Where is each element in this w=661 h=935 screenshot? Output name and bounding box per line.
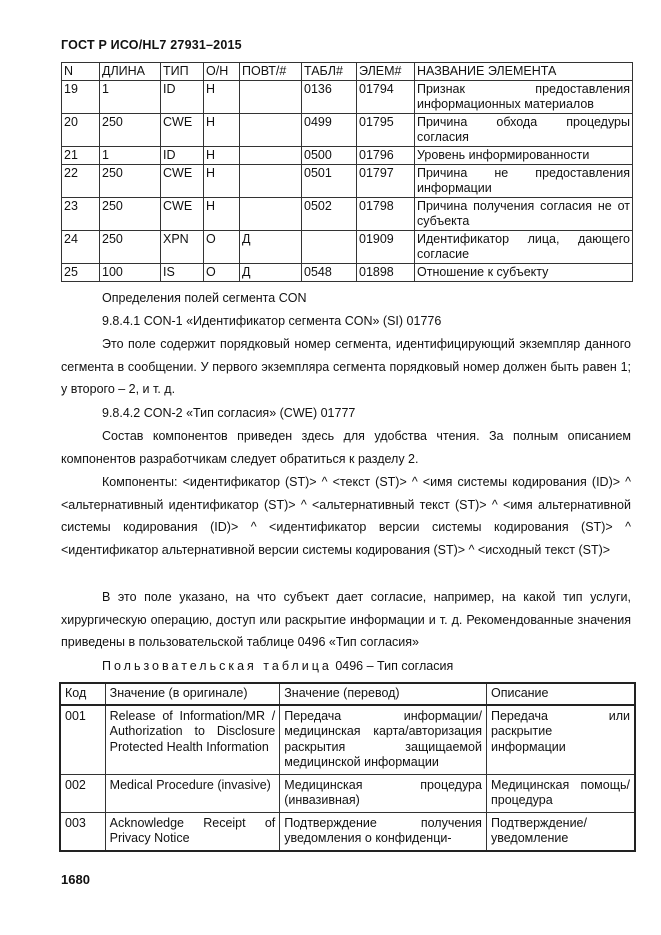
- table-row: [60, 812, 635, 851]
- cell-code: 003: [60, 812, 105, 851]
- cell-name: Причина получения согласия не от субъекта: [415, 198, 633, 231]
- cell-opt: Н: [204, 114, 240, 147]
- cell-description: Передача или раскрытие информации: [486, 705, 635, 775]
- document-header: ГОСТ Р ИСО/HL7 27931–2015: [61, 38, 242, 52]
- segment-fields-table: [61, 62, 633, 282]
- cell-repeat: [240, 198, 302, 231]
- cell-opt: О: [204, 231, 240, 264]
- cell-type: ID: [161, 147, 204, 165]
- paragraph: В это поле указано, на что субъект дает согласие, например, на какой тип услуги, хирургическую операцию, доступ или раскрытие информации и т. д. Рекомендованные значения приведены в пользовательской таблице 0496 «Тип согласия»: [61, 590, 631, 650]
- caption-title: – Тип согласия: [366, 659, 454, 673]
- column-header: ПОВТ/#: [240, 63, 302, 81]
- cell-length: 250: [100, 198, 161, 231]
- cell-code: 002: [60, 774, 105, 812]
- cell-opt: О: [204, 264, 240, 282]
- cell-length: 250: [100, 114, 161, 147]
- cell-seq: 19: [62, 81, 100, 114]
- cell-repeat: [240, 81, 302, 114]
- consent-type-table: [59, 682, 636, 852]
- table-row: [60, 774, 635, 812]
- cell-original: Medical Procedure (invasive): [105, 774, 280, 812]
- cell-table: 0499: [302, 114, 357, 147]
- cell-type: IS: [161, 264, 204, 282]
- cell-seq: 22: [62, 165, 100, 198]
- cell-element: 01798: [357, 198, 415, 231]
- column-header: ТИП: [161, 63, 204, 81]
- cell-type: CWE: [161, 198, 204, 231]
- cell-repeat: Д: [240, 264, 302, 282]
- cell-table: 0502: [302, 198, 357, 231]
- cell-repeat: [240, 147, 302, 165]
- subsection-heading: 9.8.4.1 CON-1 «Идентификатор сегмента CON» (SI) 01776: [102, 314, 442, 328]
- cell-name: Причина обхода процедуры согласия: [415, 114, 633, 147]
- cell-element: 01796: [357, 147, 415, 165]
- cell-table: 0501: [302, 165, 357, 198]
- cell-type: CWE: [161, 114, 204, 147]
- table-row: [62, 264, 633, 282]
- caption-number: 0496: [335, 659, 364, 673]
- cell-length: 250: [100, 231, 161, 264]
- cell-opt: Н: [204, 165, 240, 198]
- table-caption: [61, 655, 631, 678]
- table-row: [62, 198, 633, 231]
- cell-type: ID: [161, 81, 204, 114]
- cell-seq: 25: [62, 264, 100, 282]
- column-header: О/Н: [204, 63, 240, 81]
- cell-element: 01794: [357, 81, 415, 114]
- cell-repeat: [240, 114, 302, 147]
- cell-name: Уровень информированности: [415, 147, 633, 165]
- cell-name: Отношение к субъекту: [415, 264, 633, 282]
- section-intro: Определения полей сегмента CON: [102, 291, 307, 305]
- cell-length: 250: [100, 165, 161, 198]
- table-row: [62, 81, 633, 114]
- column-header: Значение (в оригинале): [105, 683, 280, 705]
- cell-seq: 21: [62, 147, 100, 165]
- page-number: 1680: [61, 872, 90, 887]
- cell-element: 01797: [357, 165, 415, 198]
- column-header: N: [62, 63, 100, 81]
- cell-opt: Н: [204, 147, 240, 165]
- cell-name: Идентификатор лица, дающего согласие: [415, 231, 633, 264]
- cell-translation: Подтверждение получения уведомления о конфиденци-: [280, 812, 487, 851]
- cell-original: Release of Information/MR / Authorization to Disclosure Protected Health Information: [105, 705, 280, 775]
- cell-description: Подтверждение/ уведомление: [486, 812, 635, 851]
- column-header: Код: [60, 683, 105, 705]
- paragraph: Компоненты: <идентификатор (ST)> ^ <текст (ST)> ^ <имя системы кодирования (ID)> ^ <альтернативный идентификатор (ST)> ^ <альтернативный текст (ST)> ^ <имя альтернативной системы кодирования (ID)> ^ <идентификатор версии системы кодирования (ST)> ^ <идентификатор альтернативной версии системы кодирования (ST)> ^ <исходный текст (ST)>: [61, 475, 631, 558]
- cell-repeat: Д: [240, 231, 302, 264]
- cell-element: 01795: [357, 114, 415, 147]
- table-row: [60, 705, 635, 775]
- column-header: ЭЛЕМ#: [357, 63, 415, 81]
- table-row: [62, 147, 633, 165]
- paragraph: Это поле содержит порядковый номер сегмента, идентифицирующий экземпляр данного сегмента в сообщении. У первого экземпляра сегмента порядковый номер должен быть равен 1; у второго – 2, и т. д.: [61, 337, 631, 397]
- column-header: Значение (перевод): [280, 683, 487, 705]
- cell-type: CWE: [161, 165, 204, 198]
- column-header: Описание: [486, 683, 635, 705]
- table-row: [62, 114, 633, 147]
- table-header-row: [60, 683, 635, 705]
- table-row: [62, 165, 633, 198]
- table-row: [62, 231, 633, 264]
- cell-name: Признак предоставления информационных материалов: [415, 81, 633, 114]
- column-header: ТАБЛ#: [302, 63, 357, 81]
- cell-table: 0548: [302, 264, 357, 282]
- cell-element: 01909: [357, 231, 415, 264]
- cell-translation: Медицинская процедура (инвазивная): [280, 774, 487, 812]
- cell-seq: 20: [62, 114, 100, 147]
- cell-original: Acknowledge Receipt of Privacy Notice: [105, 812, 280, 851]
- cell-type: XPN: [161, 231, 204, 264]
- cell-length: 100: [100, 264, 161, 282]
- caption-prefix: Пользовательская таблица: [102, 659, 332, 673]
- cell-length: 1: [100, 81, 161, 114]
- cell-name: Причина не предоставления информации: [415, 165, 633, 198]
- cell-code: 001: [60, 705, 105, 775]
- cell-seq: 23: [62, 198, 100, 231]
- cell-length: 1: [100, 147, 161, 165]
- cell-opt: Н: [204, 81, 240, 114]
- column-header: ДЛИНА: [100, 63, 161, 81]
- cell-description: Медицинская помощь/ процедура: [486, 774, 635, 812]
- cell-seq: 24: [62, 231, 100, 264]
- cell-table: 0136: [302, 81, 357, 114]
- paragraph: Состав компонентов приведен здесь для удобства чтения. За полным описанием компонентов разработчикам следует обратиться к разделу 2.: [61, 429, 631, 466]
- cell-table: 0500: [302, 147, 357, 165]
- table-header-row: [62, 63, 633, 81]
- cell-table: [302, 231, 357, 264]
- subsection-heading: 9.8.4.2 CON-2 «Тип согласия» (CWE) 01777: [102, 406, 356, 420]
- column-header: НАЗВАНИЕ ЭЛЕМЕНТА: [415, 63, 633, 81]
- cell-element: 01898: [357, 264, 415, 282]
- cell-translation: Передача информации/медицинская карта/авторизация раскрытия защищаемой медицинской информации: [280, 705, 487, 775]
- cell-opt: Н: [204, 198, 240, 231]
- cell-repeat: [240, 165, 302, 198]
